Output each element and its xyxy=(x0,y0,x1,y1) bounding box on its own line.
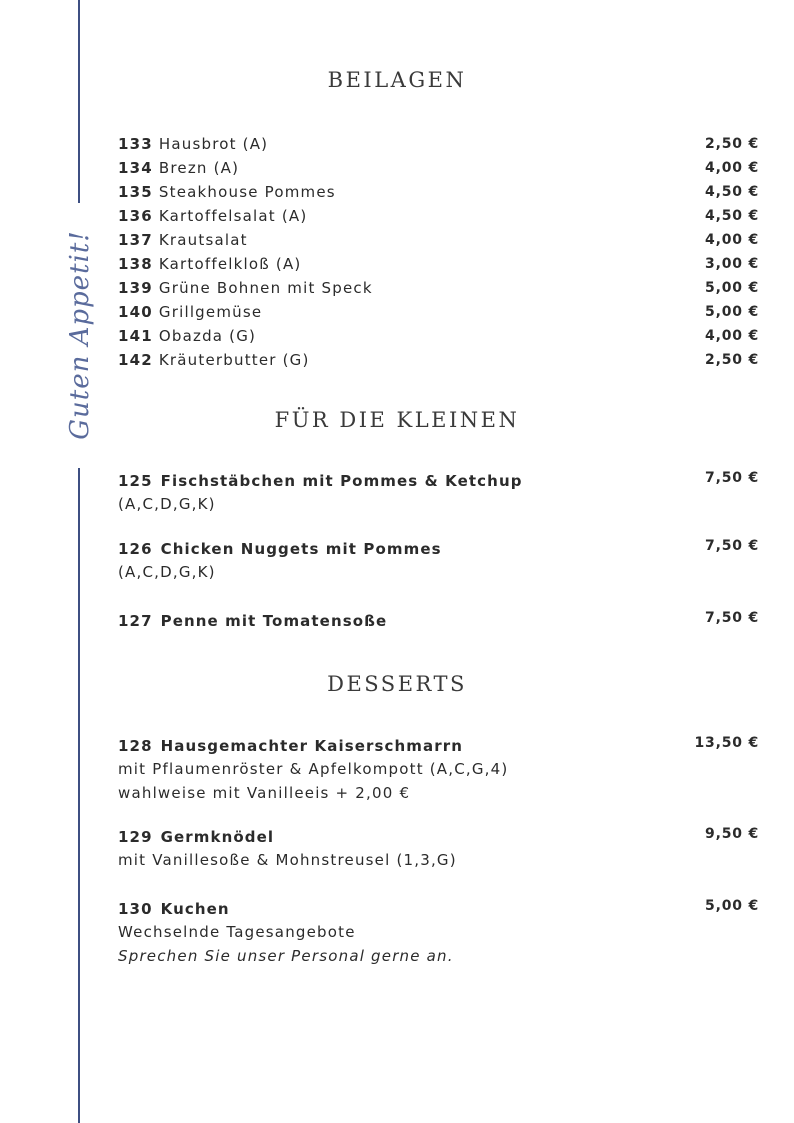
item-name: Obazda (G) xyxy=(158,327,257,345)
item-price: 7,50 € xyxy=(705,470,759,486)
item-price: 2,50 € xyxy=(705,352,759,368)
menu-item xyxy=(118,826,759,872)
menu-item xyxy=(118,470,759,516)
list-item xyxy=(118,180,759,204)
item-number: 139 xyxy=(118,279,153,297)
item-note: Sprechen Sie unser Personal gerne an. xyxy=(118,947,454,965)
item-name: Kräuterbutter (G) xyxy=(158,351,310,369)
menu-item xyxy=(118,538,759,584)
list-item xyxy=(118,132,759,156)
item-description: mit Pflaumenröster & Apfelkompott (A,C,G,4) xyxy=(118,760,509,778)
item-number: 141 xyxy=(118,327,153,345)
item-name: Grüne Bohnen mit Speck xyxy=(158,279,373,297)
item-price: 4,00 € xyxy=(705,328,759,344)
item-price: 5,00 € xyxy=(705,304,759,320)
item-price: 9,50 € xyxy=(705,826,759,842)
list-item xyxy=(118,156,759,180)
item-number: 142 xyxy=(118,351,153,369)
list-item xyxy=(118,348,759,372)
item-name: Brezn (A) xyxy=(158,159,240,177)
item-description: wahlweise mit Vanilleeis + 2,00 € xyxy=(118,784,411,802)
item-name: Hausgemachter Kaiserschmarrn xyxy=(160,737,464,755)
item-price: 3,00 € xyxy=(705,256,759,272)
item-price: 4,00 € xyxy=(705,160,759,176)
list-item xyxy=(118,300,759,324)
item-name: Fischstäbchen mit Pommes & Ketchup xyxy=(160,472,523,490)
item-number: 125 xyxy=(118,472,153,490)
item-number: 126 xyxy=(118,540,153,558)
menu-item xyxy=(118,610,759,632)
list-item xyxy=(118,252,759,276)
item-allergens: (A,C,D,G,K) xyxy=(118,495,216,513)
item-price: 5,00 € xyxy=(705,898,759,914)
item-price: 13,50 € xyxy=(694,735,759,751)
item-price: 7,50 € xyxy=(705,610,759,626)
guten-appetit-script: Guten Appetit! xyxy=(65,230,95,440)
item-description: mit Vanillesoße & Mohnstreusel (1,3,G) xyxy=(118,851,457,869)
item-number: 140 xyxy=(118,303,153,321)
item-price: 5,00 € xyxy=(705,280,759,296)
decor-line-bottom xyxy=(78,468,80,1123)
item-name: Penne mit Tomatensoße xyxy=(160,612,388,630)
decor-line-top xyxy=(78,0,80,203)
section-heading-desserts: DESSERTS xyxy=(327,672,467,696)
item-name: Krautsalat xyxy=(158,231,248,249)
item-number: 138 xyxy=(118,255,153,273)
item-number: 136 xyxy=(118,207,153,225)
item-name: Kartoffelsalat (A) xyxy=(158,207,308,225)
section-heading-fuer-die-kleinen: FÜR DIE KLEINEN xyxy=(274,408,520,432)
list-item xyxy=(118,276,759,300)
item-price: 4,50 € xyxy=(705,184,759,200)
list-item xyxy=(118,324,759,348)
menu-item xyxy=(118,898,759,968)
section-heading-beilagen: BEILAGEN xyxy=(327,68,467,92)
item-number: 134 xyxy=(118,159,153,177)
item-description: Wechselnde Tagesangebote xyxy=(118,923,356,941)
item-name: Kuchen xyxy=(160,900,230,918)
item-price: 4,00 € xyxy=(705,232,759,248)
item-name: Hausbrot (A) xyxy=(158,135,269,153)
item-number: 135 xyxy=(118,183,153,201)
item-number: 128 xyxy=(118,737,153,755)
item-name: Steakhouse Pommes xyxy=(158,183,336,201)
item-name: Germknödel xyxy=(160,828,275,846)
item-name: Kartoffelkloß (A) xyxy=(158,255,302,273)
list-item xyxy=(118,204,759,228)
item-price: 7,50 € xyxy=(705,538,759,554)
item-number: 129 xyxy=(118,828,153,846)
list-item xyxy=(118,228,759,252)
item-number: 137 xyxy=(118,231,153,249)
item-allergens: (A,C,D,G,K) xyxy=(118,563,216,581)
item-number: 133 xyxy=(118,135,153,153)
beilagen-list xyxy=(118,132,759,372)
item-name: Chicken Nuggets mit Pommes xyxy=(160,540,442,558)
item-price: 4,50 € xyxy=(705,208,759,224)
item-price: 2,50 € xyxy=(705,136,759,152)
item-name: Grillgemüse xyxy=(158,303,263,321)
menu-item xyxy=(118,735,759,805)
item-number: 127 xyxy=(118,612,153,630)
item-number: 130 xyxy=(118,900,153,918)
